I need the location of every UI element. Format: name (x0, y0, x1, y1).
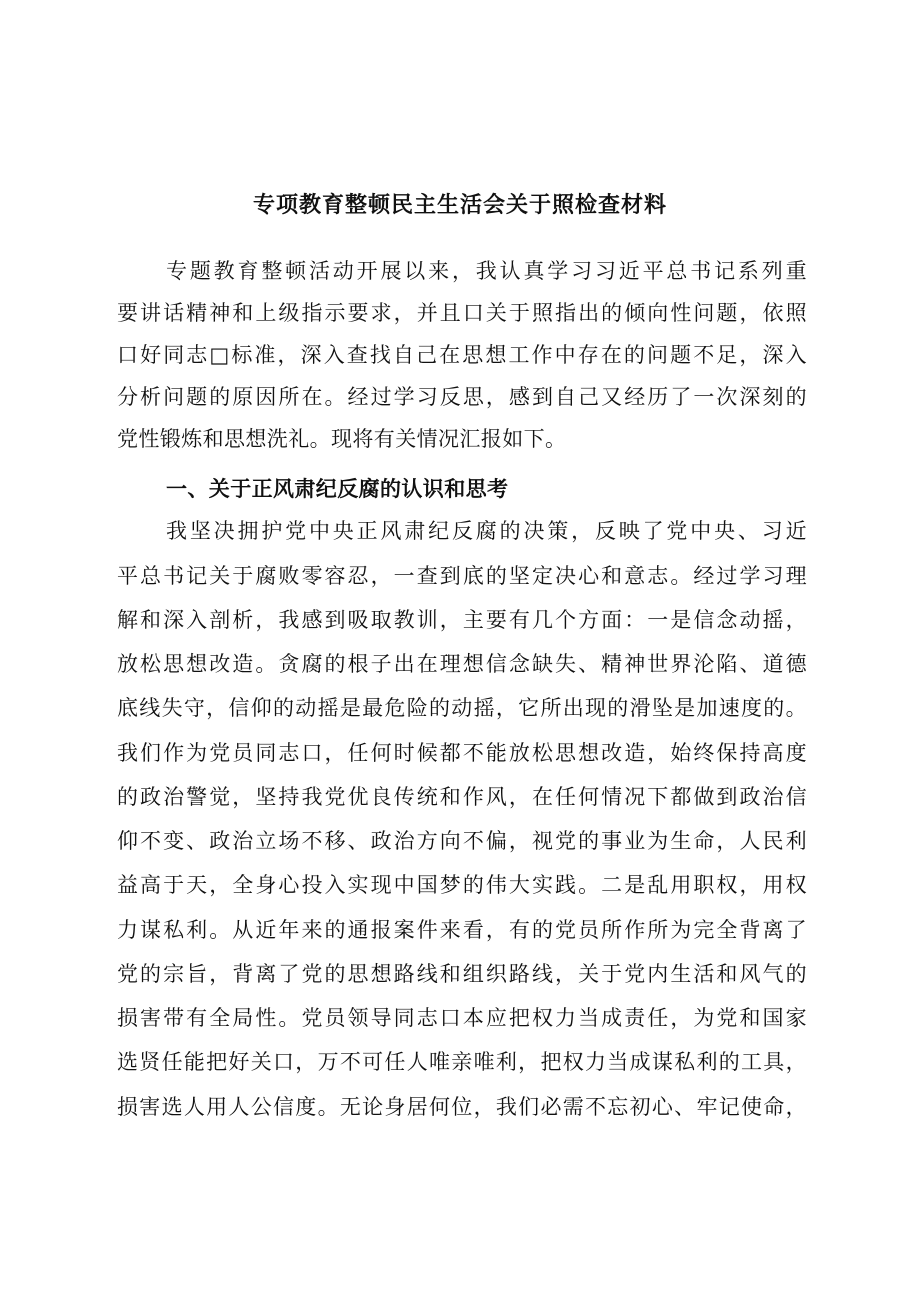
section-1-line-6: 我们作为党员同志口，任何时候都不能放松思想改造，始终保持高度 (117, 741, 807, 765)
section-1-line-3: 解和深入剖析，我感到吸取教训，主要有几个方面：一是信念动摇， (117, 608, 807, 632)
section-1-line-9: 益高于天，全身心投入实现中国梦的伟大实践。二是乱用职权，用权 (117, 873, 807, 897)
section-1-line-5: 底线失守，信仰的动摇是最危险的动摇，它所出现的滑坠是加速度的。 (117, 696, 807, 720)
section-1-line-13: 选贤任能把好关口，万不可任人唯亲唯利，把权力当成谋私利的工具， (117, 1050, 807, 1074)
section-1-line-11: 党的宗旨，背离了党的思想路线和组织路线，关于党内生活和风气的 (117, 962, 807, 986)
intro-line-4: 分析问题的原因所在。经过学习反思，感到自己又经历了一次深刻的 (117, 385, 807, 409)
intro-line-5: 党性锻炼和思想洗礼。现将有关情况汇报如下。 (117, 427, 567, 451)
section-1-line-1: 我坚决拥护党中央正风肃纪反腐的决策，反映了党中央、习近 (166, 519, 807, 543)
section-1-line-4: 放松思想改造。贪腐的根子出在理想信念缺失、精神世界沦陷、道德 (117, 652, 807, 676)
section-1-line-8: 仰不变、政治立场不移、政治方向不偏，视党的事业为生命，人民利 (117, 829, 807, 853)
section-1-line-2: 平总书记关于腐败零容忍，一查到底的坚定决心和意志。经过学习理 (117, 564, 807, 588)
intro-line-1: 专题教育整顿活动开展以来，我认真学习习近平总书记系列重 (166, 259, 807, 283)
section-1-line-12: 损害带有全局性。党员领导同志口本应把权力当成责任，为党和国家 (117, 1006, 807, 1030)
section-1-line-10: 力谋私利。从近年来的通报案件来看，有的党员所作所为完全背离了 (117, 918, 807, 942)
section-1-line-14: 损害选人用人公信度。无论身居何位，我们必需不忘初心、牢记使命， (117, 1095, 807, 1119)
section-1-heading: 一、关于正风肃纪反腐的认识和思考 (166, 477, 509, 501)
section-1-line-7: 的政治警觉，坚持我党优良传统和作风，在任何情况下都做到政治信 (117, 785, 807, 809)
document-title: 专项教育整顿民主生活会关于照检查材料 (252, 193, 667, 218)
intro-line-3: 口好同志□标准，深入查找自己在思想工作中存在的问题不足，深入 (117, 343, 807, 367)
intro-line-2: 要讲话精神和上级指示要求，并且口关于照指出的倾向性问题，依照 (117, 301, 807, 325)
